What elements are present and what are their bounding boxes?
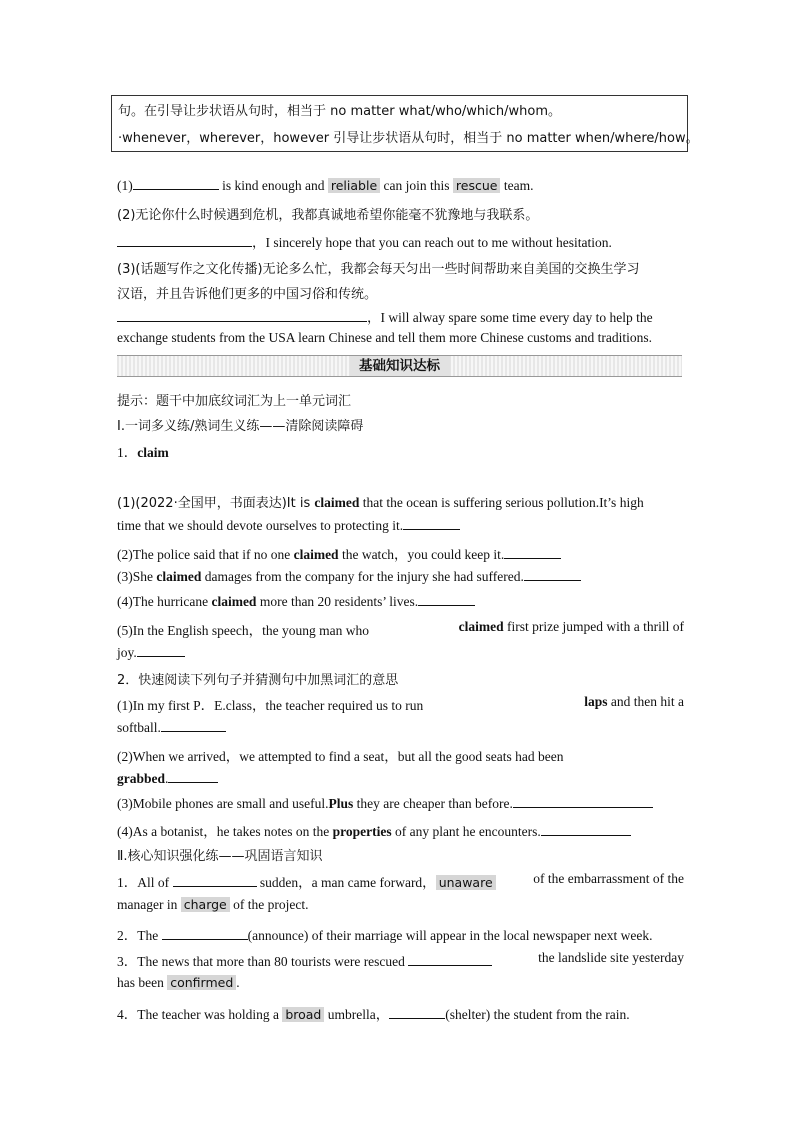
claim-sentence-3: (3)She claimed damages from the company for the injury she had suffered. <box>117 568 581 585</box>
part2-heading: Ⅱ.核心知识强化练——巩固语言知识 <box>117 849 323 864</box>
claim-sentence-1-cont: time that we should devote ourselves to protecting it. <box>117 517 460 534</box>
exercise-q2-english: ，I sincerely hope that you can reach out to me without hesitation. <box>117 231 612 251</box>
section-title: 基础知识达标 <box>349 356 450 376</box>
exercise-q3-chinese-2: 汉语，并且告诉他们更多的中国习俗和传统。 <box>117 287 378 302</box>
claim-sentence-1: (1)(2022·全国甲，书面表达)It is claimed that the ocean is suffering serious pollution.It’s high <box>117 495 644 511</box>
part2-q1-cont: manager in charge of the project. <box>117 897 309 912</box>
item2-heading: 2．快速阅读下列句子并猜测句中加黑词汇的意思 <box>117 673 399 688</box>
exercise-q3-chinese-1: (3)(话题写作之文化传播)无论多么忙，我都会每天匀出一些时间帮助来自美国的交换生学习 <box>117 262 640 277</box>
part2-q2: 2．The (announce) of their marriage will appear in the local newspaper next week. <box>117 928 653 943</box>
claim-sentence-5: (5)In the English speech，the young man who claimed first prize jumped with a thrill of <box>117 619 684 638</box>
part2-q4: 4．The teacher was holding a broad umbrella， (shelter) the student from the rain. <box>117 1007 630 1022</box>
answer-blank[interactable] <box>162 927 248 940</box>
exercise-q3-english-2: exchange students from the USA learn Chinese and tell them more Chinese customs and traditions. <box>117 330 653 345</box>
answer-blank[interactable] <box>173 874 257 887</box>
guess-sentence-1-cont: softball. <box>117 719 226 736</box>
guess-sentence-2: (2)When we arrived，we attempted to find a seat，but all the good seats had been <box>117 749 564 764</box>
answer-blank[interactable] <box>504 546 561 559</box>
highlight-word: confirmed <box>167 975 236 990</box>
part1-heading: Ⅰ.一词多义练/熟词生义练——清除阅读障碍 <box>117 419 364 434</box>
part2-q3: 3．The news that more than 80 tourists were rescued the landslide site yesterday <box>117 950 684 969</box>
answer-blank[interactable] <box>137 644 185 657</box>
exercise-q1: (1) is kind enough and reliable can join this rescue team. <box>117 178 534 193</box>
note-line-2: ·whenever，wherever，however 引导让步状语从句时，相当于 no matter when/where/how。 <box>118 131 699 146</box>
answer-blank[interactable] <box>389 1006 445 1019</box>
answer-blank[interactable] <box>168 770 218 783</box>
answer-blank[interactable] <box>117 309 367 322</box>
guess-sentence-4: (4)As a botanist，he takes notes on the properties of any plant he encounters. <box>117 820 631 840</box>
note-line-1: 句。在引导让步状语从句时，相当于 no matter what/who/which/whom。 <box>118 104 562 119</box>
part2-q1: 1．All of sudden，a man came forward， unaware of the embarrassment of the <box>117 871 684 890</box>
guess-sentence-1: (1)In my first P．E.class，the teacher required us to run laps and then hit a <box>117 694 684 713</box>
keyword: claim <box>137 445 169 460</box>
highlight-word: broad <box>282 1007 324 1022</box>
answer-blank[interactable] <box>161 719 226 732</box>
tip-text: 提示：题干中加底纹词汇为上一单元词汇 <box>117 394 352 409</box>
highlight-word: charge <box>181 897 230 912</box>
answer-blank[interactable] <box>408 953 492 966</box>
highlight-word: reliable <box>328 178 380 193</box>
answer-blank[interactable] <box>117 234 252 247</box>
section-banner <box>117 355 682 377</box>
claim-sentence-4: (4)The hurricane claimed more than 20 residents’ lives. <box>117 593 475 610</box>
exercise-q2-chinese: (2)无论你什么时候遇到危机，我都真诚地希望你能毫不犹豫地与我联系。 <box>117 208 539 223</box>
claim-sentence-5-cont: joy. <box>117 644 185 661</box>
exercise-q3-english-1: ，I will alway spare some time every day to help the <box>117 306 653 326</box>
guess-sentence-2-cont: grabbed. <box>117 770 218 787</box>
answer-blank[interactable] <box>513 795 653 808</box>
part2-q3-cont: has been confirmed . <box>117 975 240 990</box>
highlight-word: unaware <box>436 875 496 890</box>
answer-blank[interactable] <box>418 593 475 606</box>
answer-blank[interactable] <box>541 823 631 836</box>
guess-sentence-3: (3)Mobile phones are small and useful.Plus they are cheaper than before. <box>117 795 653 812</box>
highlight-word: rescue <box>453 178 501 193</box>
answer-blank[interactable] <box>403 517 460 530</box>
answer-blank[interactable] <box>524 568 581 581</box>
item1-label: 1．claim <box>117 445 169 460</box>
claim-sentence-2: (2)The police said that if no one claimed the watch，you could keep it. <box>117 543 561 563</box>
answer-blank[interactable] <box>133 177 219 190</box>
